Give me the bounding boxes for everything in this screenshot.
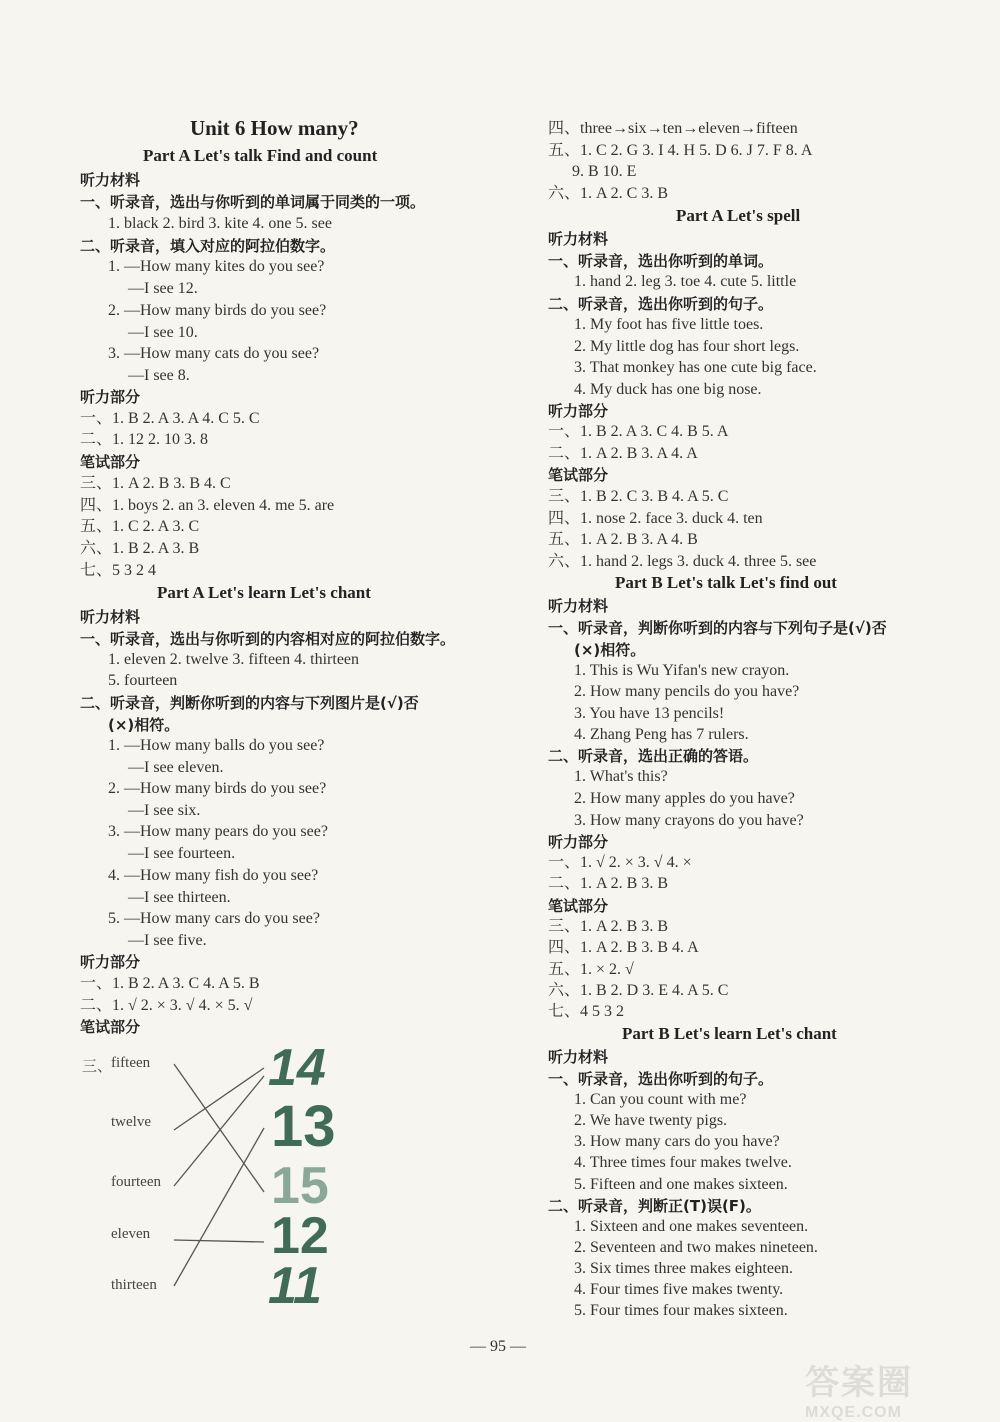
section-label: 听力部分 [548, 402, 609, 420]
sentence-line: 3. How many cars do you have? [574, 1133, 780, 1150]
question-heading: 一、听录音，选出你听到的单词。 [548, 252, 774, 270]
question-heading: 二、听录音，填入对应的阿拉伯数字。 [80, 237, 336, 255]
match-prefix: 三、 [82, 1059, 113, 1075]
answer-line: 二、1. A 2. B 3. B [548, 875, 669, 892]
answer-line: 六、1. hand 2. legs 3. duck 4. three 5. see [548, 553, 817, 570]
watermark-url: MXQE.COM [805, 1404, 902, 1421]
answer-line: 一、1. B 2. A 3. A 4. C 5. C [80, 410, 260, 427]
dialog-line: —I see five. [128, 932, 207, 949]
match-line [174, 1240, 264, 1242]
answer-line: 一、1. B 2. A 3. C 4. B 5. A [548, 423, 729, 440]
match-line [174, 1128, 264, 1286]
sentence-line: 3. Six times three makes eighteen. [574, 1260, 794, 1277]
dialog-line: —I see eleven. [128, 759, 224, 776]
section-label: 听力部分 [548, 833, 609, 851]
answer-line: 1. hand 2. leg 3. toe 4. cute 5. little [574, 273, 797, 290]
dialog-line: —I see 10. [128, 324, 198, 341]
answer-line: 1. eleven 2. twelve 3. fifteen 4. thirteen [108, 651, 360, 668]
answer-line: 四、three→six→ten→eleven→fifteen [548, 120, 798, 137]
answer-line: 二、1. A 2. B 3. A 4. A [548, 445, 698, 462]
answer-line: 六、1. B 2. D 3. E 4. A 5. C [548, 982, 729, 999]
match-number-15: 15 [271, 1157, 329, 1215]
sentence-line: 1. This is Wu Yifan's new crayon. [574, 662, 790, 679]
question-heading: (×)相符。 [574, 641, 646, 659]
answer-line: 三、1. A 2. B 3. B 4. C [80, 475, 231, 492]
match-word-twelve: twelve [111, 1114, 151, 1130]
question-heading: 二、听录音，选出正确的答语。 [548, 747, 759, 765]
match-word-fourteen: fourteen [111, 1174, 161, 1190]
answer-line: 六、1. A 2. C 3. B [548, 185, 669, 202]
sentence-line: 2. How many pencils do you have? [574, 683, 800, 700]
sentence-line: 4. Zhang Peng has 7 rulers. [574, 726, 749, 743]
section-label: 听力材料 [548, 1048, 609, 1066]
match-lines [160, 1040, 270, 1300]
section-heading: Part B Let's talk Let's find out [615, 573, 837, 592]
section-label: 笔试部分 [548, 897, 609, 915]
sentence-line: 4. Four times five makes twenty. [574, 1281, 784, 1298]
answer-line: 三、1. B 2. C 3. B 4. A 5. C [548, 488, 729, 505]
sentence-line: 1. My foot has five little toes. [574, 316, 764, 333]
answer-line: 六、1. B 2. A 3. B [80, 540, 200, 557]
answer-line: 5. fourteen [108, 672, 178, 689]
dialog-line: 3. —How many pears do you see? [108, 823, 328, 840]
answer-line: 四、1. nose 2. face 3. duck 4. ten [548, 510, 763, 527]
sentence-line: 3. You have 13 pencils! [574, 705, 725, 722]
question-heading: (×)相符。 [108, 716, 180, 734]
answer-line: 五、1. C 2. A 3. C [80, 518, 200, 535]
question-heading: 一、听录音，选出你听到的句子。 [548, 1070, 774, 1088]
match-number-13: 13 [271, 1094, 336, 1159]
match-line [174, 1076, 264, 1186]
dialog-line: 3. —How many cats do you see? [108, 345, 320, 362]
dialog-line: —I see 8. [128, 367, 190, 384]
unit-title: Unit 6 How many? [190, 116, 359, 140]
sentence-line: 2. Seventeen and two makes nineteen. [574, 1239, 818, 1256]
answer-line: 七、5 3 2 4 [80, 562, 157, 579]
answer-line: 一、1. √ 2. × 3. √ 4. × [548, 854, 692, 871]
question-heading: 二、听录音，判断你听到的内容与下列图片是(√)否 [80, 694, 419, 712]
sentence-line: 5. Fifteen and one makes sixteen. [574, 1176, 788, 1193]
match-number-14: 14 [268, 1039, 326, 1097]
section-heading: Part A Let's talk Find and count [143, 146, 378, 165]
sentence-line: 5. Four times four makes sixteen. [574, 1302, 788, 1319]
answer-line: 1. black 2. bird 3. kite 4. one 5. see [108, 215, 332, 232]
sentence-line: 2. My little dog has four short legs. [574, 338, 800, 355]
answer-line: 五、1. × 2. √ [548, 961, 634, 978]
section-label: 听力材料 [80, 171, 141, 189]
match-number-12: 12 [271, 1207, 329, 1265]
section-label: 笔试部分 [548, 466, 609, 484]
match-word-thirteen: thirteen [111, 1277, 157, 1293]
dialog-line: 2. —How many birds do you see? [108, 302, 327, 319]
answer-line: 二、1. √ 2. × 3. √ 4. × 5. √ [80, 997, 253, 1014]
sentence-line: 1. Sixteen and one makes seventeen. [574, 1218, 809, 1235]
section-label: 笔试部分 [80, 453, 141, 471]
question-heading: 二、听录音，选出你听到的句子。 [548, 295, 774, 313]
section-heading: Part B Let's learn Let's chant [622, 1024, 837, 1043]
sentence-line: 1. What's this? [574, 768, 668, 785]
dialog-line: 1. —How many balls do you see? [108, 737, 325, 754]
section-label: 笔试部分 [80, 1018, 141, 1036]
section-heading: Part A Let's learn Let's chant [157, 583, 371, 602]
sentence-line: 2. We have twenty pigs. [574, 1112, 728, 1129]
answer-line: 五、1. A 2. B 3. A 4. B [548, 531, 698, 548]
match-word-eleven: eleven [111, 1226, 151, 1242]
answer-line: 五、1. C 2. G 3. I 4. H 5. D 6. J 7. F 8. A [548, 142, 813, 159]
answer-line: 二、1. 12 2. 10 3. 8 [80, 431, 209, 448]
dialog-line: —I see thirteen. [128, 889, 231, 906]
dialog-line: —I see fourteen. [128, 845, 236, 862]
dialog-line: 2. —How many birds do you see? [108, 780, 327, 797]
sentence-line: 1. Can you count with me? [574, 1091, 747, 1108]
section-label: 听力材料 [80, 608, 141, 626]
sentence-line: 4. My duck has one big nose. [574, 381, 762, 398]
section-label: 听力材料 [548, 230, 609, 248]
answer-line: 一、1. B 2. A 3. C 4. A 5. B [80, 975, 260, 992]
question-heading: 二、听录音，判断正(T)误(F)。 [548, 1197, 761, 1215]
match-line [174, 1068, 264, 1130]
question-heading: 一、听录音，判断你听到的内容与下列句子是(√)否 [548, 619, 887, 637]
watermark [805, 1355, 995, 1421]
answer-line: 四、1. boys 2. an 3. eleven 4. me 5. are [80, 497, 335, 514]
watermark-logo: 答案圈 [805, 1363, 913, 1403]
dialog-line: 1. —How many kites do you see? [108, 258, 325, 275]
dialog-line: —I see 12. [128, 280, 198, 297]
question-heading: 一、听录音，选出与你听到的内容相对应的阿拉伯数字。 [80, 630, 456, 648]
section-heading: Part A Let's spell [676, 206, 801, 225]
answer-line: 四、1. A 2. B 3. B 4. A [548, 939, 699, 956]
sentence-line: 2. How many apples do you have? [574, 790, 795, 807]
section-label: 听力材料 [548, 597, 609, 615]
sentence-line: 3. That monkey has one cute big face. [574, 359, 817, 376]
section-label: 听力部分 [80, 953, 141, 971]
dialog-line: 4. —How many fish do you see? [108, 867, 319, 884]
match-number-11: 11 [268, 1257, 322, 1315]
sentence-line: 3. How many crayons do you have? [574, 812, 804, 829]
match-line [174, 1064, 264, 1192]
sentence-line: 4. Three times four makes twelve. [574, 1154, 792, 1171]
section-label: 听力部分 [80, 388, 141, 406]
answer-line: 9. B 10. E [572, 163, 637, 180]
answer-line: 七、4 5 3 2 [548, 1003, 625, 1020]
dialog-line: —I see six. [128, 802, 201, 819]
match-word-fifteen: fifteen [111, 1055, 151, 1071]
dialog-line: 5. —How many cars do you see? [108, 910, 320, 927]
question-heading: 一、听录音，选出与你听到的单词属于同类的一项。 [80, 193, 426, 211]
page-number: — 95 — [470, 1338, 526, 1355]
answer-line: 三、1. A 2. B 3. B [548, 918, 669, 935]
